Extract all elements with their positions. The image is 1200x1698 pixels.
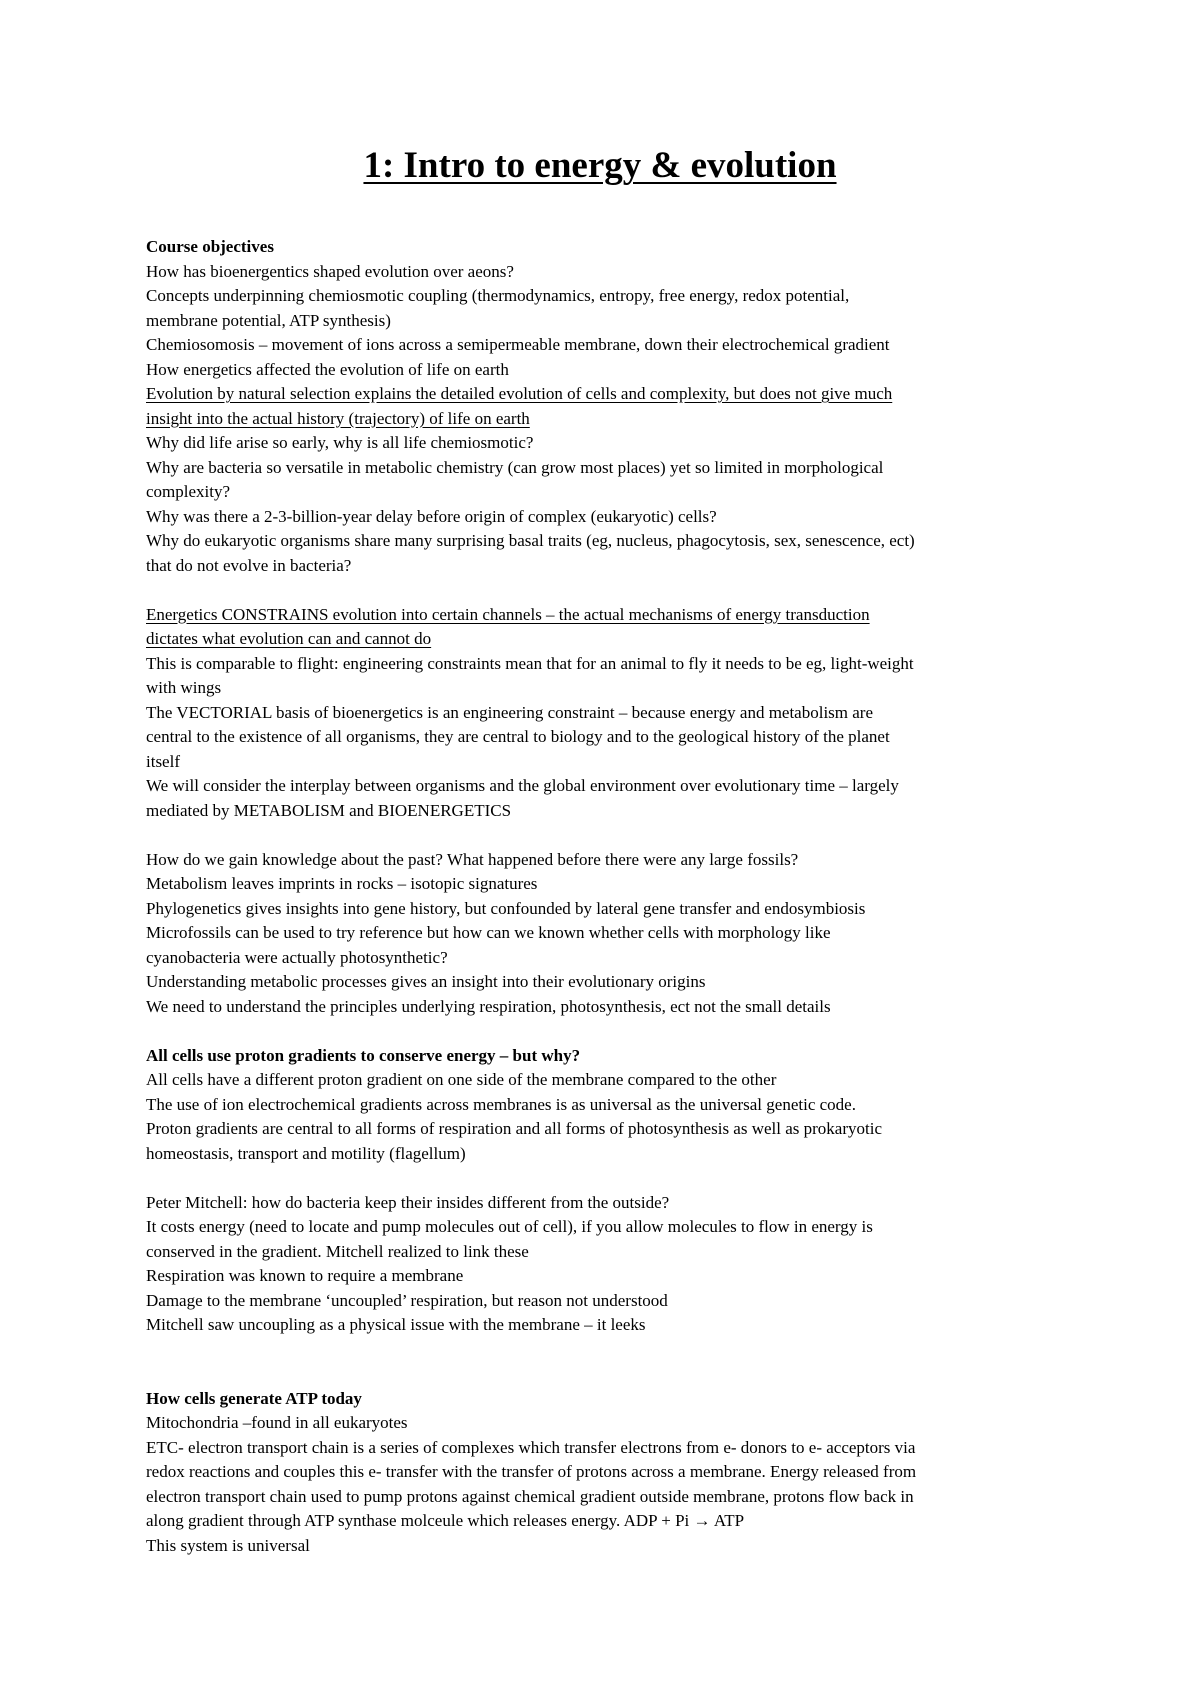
section-proton-gradients (146, 1044, 1076, 1167)
text-line: ETC- electron transport chain is a series of complexes which transfer electrons from e- donors to e- acceptors via (146, 1437, 916, 1457)
text-line: electron transport chain used to pump protons against chemical gradient outside membrane, protons flow back in (146, 1486, 914, 1506)
text-line: Metabolism leaves imprints in rocks – isotopic signatures (146, 874, 538, 893)
text-line: We need to understand the principles underlying respiration, photosynthesis, ect not the small details (146, 996, 831, 1016)
text-line: Phylogenetics gives insights into gene history, but confounded by lateral gene transfer and endosymbiosis (146, 898, 866, 918)
section-knowledge-of-past (146, 848, 1076, 1020)
spacer (146, 1019, 1076, 1044)
text-line: How do we gain knowledge about the past? What happened before there were any large fossils? (146, 849, 799, 869)
text-line: The use of ion electrochemical gradients across membranes is as universal as the universal genetic code. (146, 1094, 856, 1114)
text-line: Chemiosomosis – movement of ions across a semipermeable membrane, down their electrochemical gradient (146, 335, 890, 354)
text-line: We will consider the interplay between organisms and the global environment over evolutionary time – largely (146, 776, 899, 795)
spacer (146, 823, 1076, 848)
text-line: with wings (146, 678, 222, 697)
text-line: along gradient through ATP synthase molceule which releases energy. ADP + Pi → ATP (146, 1511, 745, 1530)
text-line: Proton gradients are central to all forms of respiration and all forms of photosynthesis as well as prokaryotic (146, 1119, 883, 1138)
text-line: The VECTORIAL basis of bioenergetics is an engineering constraint – because energy and metabolism are (146, 702, 874, 722)
text-line: membrane potential, ATP synthesis) (146, 310, 391, 330)
text-line: that do not evolve in bacteria? (146, 555, 352, 575)
spacer (146, 1166, 1076, 1191)
section-heading: Course objectives (146, 237, 274, 256)
section-heading: How cells generate ATP today (146, 1388, 362, 1408)
section-peter-mitchell (146, 1191, 1076, 1338)
spacer (146, 578, 1076, 603)
text-line: Mitochondria –found in all eukaryotes (146, 1413, 408, 1432)
section-atp-generation (146, 1387, 1076, 1559)
text-line: mediated by METABOLISM and BIOENERGETICS (146, 800, 512, 820)
text-line: Peter Mitchell: how do bacteria keep their insides different from the outside? (146, 1192, 670, 1212)
text-line: Damage to the membrane ‘uncoupled’ respiration, but reason not understood (146, 1290, 668, 1310)
text-line: itself (146, 751, 180, 771)
document-body (146, 235, 1076, 1558)
section-energetics-constraints (146, 603, 1076, 824)
text-line: Why did life arise so early, why is all life chemiosmotic? (146, 433, 534, 452)
section-course-objectives (146, 235, 1076, 578)
underlined-line: dictates what evolution can and cannot do (146, 629, 432, 648)
text-line: redox reactions and couples this e- transfer with the transfer of protons across a membrane. Energy released from (146, 1462, 917, 1481)
underlined-line: Energetics CONSTRAINS evolution into certain channels – the actual mechanisms of energy transduction (146, 604, 870, 624)
text-line: Respiration was known to require a membrane (146, 1266, 464, 1285)
text-line: Why was there a 2-3-billion-year delay before origin of complex (eukaryotic) cells? (146, 506, 717, 526)
underlined-line: Evolution by natural selection explains the detailed evolution of cells and complexity, but does not give much (146, 384, 893, 403)
spacer (146, 1338, 1076, 1387)
text-line: cyanobacteria were actually photosynthetic? (146, 947, 448, 967)
text-line: All cells have a different proton gradient on one side of the membrane compared to the other (146, 1070, 777, 1089)
text-line: How energetics affected the evolution of life on earth (146, 359, 509, 379)
text-line: complexity? (146, 482, 231, 501)
document-title: 1: Intro to energy & evolution (363, 145, 837, 186)
text-line: Why are bacteria so versatile in metabolic chemistry (can grow most places) yet so limited in morphological (146, 457, 884, 477)
underlined-line: insight into the actual history (trajectory) of life on earth (146, 408, 530, 428)
text-line: Understanding metabolic processes gives an insight into their evolutionary origins (146, 972, 706, 991)
section-heading: All cells use proton gradients to conserve energy – but why? (146, 1045, 581, 1065)
text-line: Concepts underpinning chemiosmotic coupling (thermodynamics, entropy, free energy, redox potential, (146, 286, 850, 305)
text-line: homeostasis, transport and motility (flagellum) (146, 1143, 466, 1163)
text-line: It costs energy (need to locate and pump molecules out of cell), if you allow molecules to flow in energy is (146, 1217, 873, 1236)
text-line: conserved in the gradient. Mitchell realized to link these (146, 1241, 529, 1261)
text-line: How has bioenergentics shaped evolution over aeons? (146, 261, 514, 281)
text-line: Microfossils can be used to try reference but how can we known whether cells with morphology like (146, 923, 831, 942)
text-line: This system is universal (146, 1535, 310, 1555)
text-line: This is comparable to flight: engineering constraints mean that for an animal to fly it needs to be eg, light-weight (146, 653, 914, 673)
text-line: Mitchell saw uncoupling as a physical issue with the membrane – it leeks (146, 1315, 646, 1334)
text-line: central to the existence of all organisms, they are central to biology and to the geological history of the planet (146, 727, 890, 746)
text-line: Why do eukaryotic organisms share many surprising basal traits (eg, nucleus, phagocytosis, sex, senescence, ect) (146, 531, 915, 550)
